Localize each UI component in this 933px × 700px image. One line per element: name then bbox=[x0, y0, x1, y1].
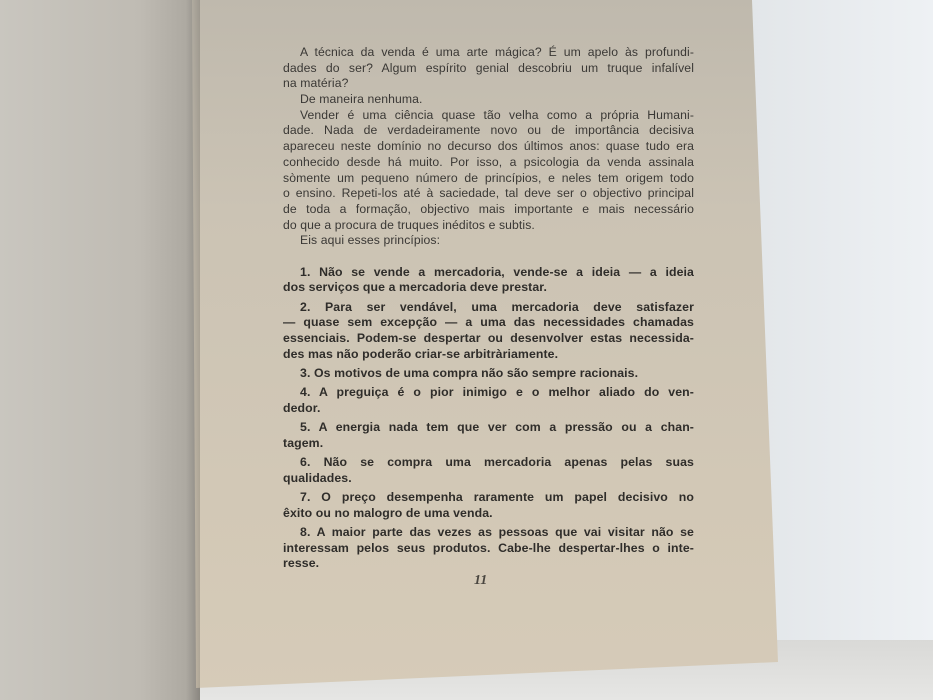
text-line: dos serviços que a mercadoria deve prestar. bbox=[283, 280, 548, 295]
text-line: De maneira nenhuma. bbox=[300, 92, 423, 107]
text-line: 3. Os motivos de uma compra não são sempre racionais. bbox=[300, 365, 639, 380]
text-line: dade. Nada de verdadeiramente novo ou de importância decisiva bbox=[283, 123, 694, 138]
principle-item bbox=[283, 366, 694, 382]
page-text bbox=[283, 45, 694, 572]
text-line: sòmente um pequeno número de princípios, e neles tem origem todo bbox=[283, 170, 694, 185]
text-line: 1. Não se vende a mercadoria, vende-se a ideia — a ideia bbox=[300, 264, 694, 279]
text-line: tagem. bbox=[283, 435, 324, 450]
text-line: dedor. bbox=[283, 400, 321, 415]
principle-item bbox=[283, 525, 694, 572]
text-line: qualidades. bbox=[283, 470, 352, 485]
text-line: interessam pelos seus produtos. Cabe-lhe despertar-lhes o inte- bbox=[283, 540, 694, 555]
principle-item bbox=[283, 455, 694, 486]
paragraph bbox=[283, 92, 694, 108]
left-page bbox=[0, 0, 200, 700]
text-line: dades do ser? Algum espírito genial descobriu um truque infalível bbox=[283, 60, 694, 75]
paragraph bbox=[283, 45, 694, 92]
text-line: Vender é uma ciência quase tão velha como a própria Humani- bbox=[300, 107, 694, 122]
principle-item bbox=[283, 420, 694, 451]
page-number: 11 bbox=[474, 573, 488, 588]
text-line: 7. O preço desempenha raramente um papel decisivo no bbox=[300, 490, 694, 505]
text-line: de toda a formação, objectivo mais importante e mais necessário bbox=[283, 201, 694, 216]
intro-section bbox=[283, 45, 694, 249]
text-line: do que a procura de truques inéditos e subtis. bbox=[283, 217, 535, 232]
text-line: Eis aqui esses princípios: bbox=[300, 233, 441, 248]
text-line: resse. bbox=[283, 556, 320, 571]
principle-item bbox=[283, 490, 694, 521]
principles-list bbox=[283, 265, 694, 572]
text-line: êxito ou no malogro de uma venda. bbox=[283, 505, 493, 520]
paragraph bbox=[283, 108, 694, 234]
principle-item bbox=[283, 300, 694, 362]
text-line: — quase sem excepção — a uma das necessidades chamadas bbox=[283, 315, 694, 330]
text-line: A técnica da venda é uma arte mágica? É um apelo às profundi- bbox=[300, 45, 694, 59]
text-line: o ensino. Repeti-los até à saciedade, tal deve ser o objectivo principal bbox=[283, 186, 694, 201]
text-line: 6. Não se compra uma mercadoria apenas pelas suas bbox=[300, 455, 694, 470]
principle-item bbox=[283, 385, 694, 416]
text-line: 2. Para ser vendável, uma mercadoria deve satisfazer bbox=[300, 299, 694, 314]
text-line: na matéria? bbox=[283, 76, 349, 91]
principle-item bbox=[283, 265, 694, 296]
text-line: 8. A maior parte das vezes as pessoas que vai visitar não se bbox=[300, 525, 694, 540]
text-line: 5. A energia nada tem que ver com a pressão ou a chan- bbox=[300, 420, 694, 435]
text-line: essenciais. Podem-se despertar ou desenvolver estas necessida- bbox=[283, 330, 694, 345]
text-line: 4. A preguiça é o pior inimigo e o melhor aliado do ven- bbox=[300, 385, 694, 400]
text-line: des mas não poderão criar-se arbitràriamente. bbox=[283, 346, 559, 361]
paragraph bbox=[283, 233, 694, 249]
page-fold-shadow bbox=[186, 0, 200, 700]
text-line: apareceu neste domínio no decurso dos últimos anos: quase tudo era bbox=[283, 139, 694, 154]
section-gap bbox=[283, 249, 694, 261]
text-line: conhecido desde há muito. Por isso, a psicologia da venda assinala bbox=[283, 154, 694, 169]
